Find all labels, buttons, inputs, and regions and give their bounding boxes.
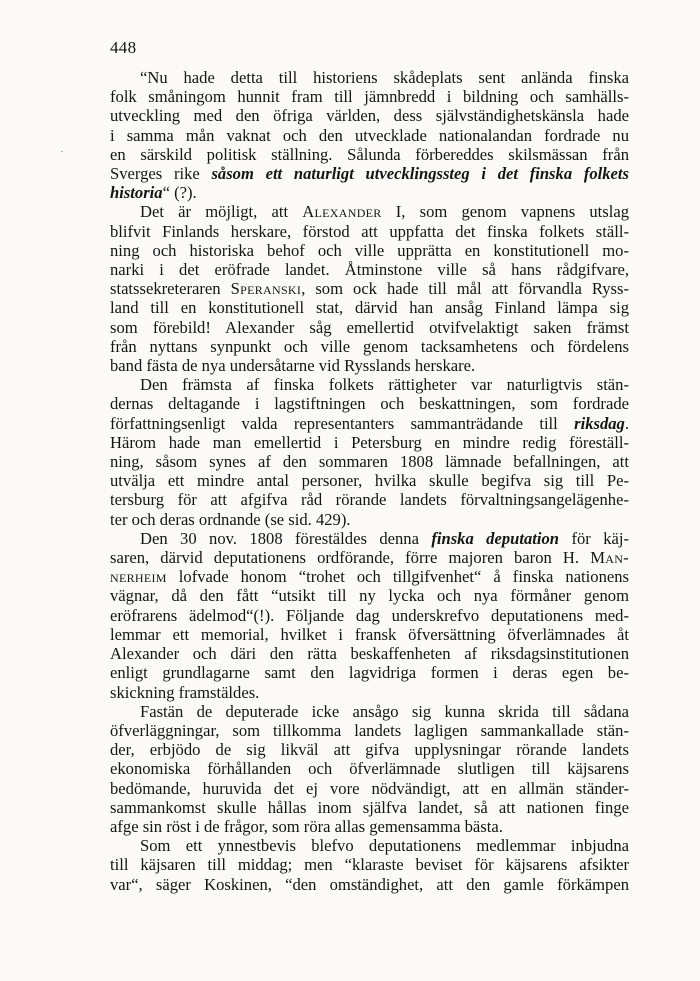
text-line [110, 663, 629, 682]
text-line [110, 452, 629, 471]
text-line [110, 318, 629, 337]
text-run: blifvit Finlands herskare, förstod att uppfatta det finska folkets ställ- [110, 221, 629, 241]
body-text [110, 68, 629, 894]
text-line [110, 606, 629, 625]
text-line [110, 202, 629, 221]
text-line [110, 798, 629, 817]
text-run: som förebild! Alexander såg emellertid otvifvelaktigt saken främst [110, 317, 629, 337]
text-line [110, 586, 629, 605]
text-line [110, 490, 629, 509]
text-run: “Nu hade detta till historiens skådeplats sent anlända finska [140, 68, 629, 87]
text-run: bedömande, huruvida det ej vore nödvändigt, att en allmän ständer- [110, 778, 629, 798]
text-run: skickning framstäldes. [110, 682, 260, 702]
emphasis-text: riksdag [574, 413, 625, 433]
text-run: Den främsta af finska folkets rättigheter var naturligtvis stän- [140, 375, 629, 395]
text-run: utvälja ett mindre antal personer, hvilka skulle begifva sig till Pe- [110, 471, 629, 491]
text-run: Sverges rike [110, 164, 212, 184]
text-run: var“, säger Koskinen, “den omständighet, att den gamle förkämpen [110, 874, 629, 894]
text-run: Fastän de deputerade icke ansågo sig kunna skrida till sådana [140, 701, 629, 721]
text-line [110, 875, 629, 894]
text-line [110, 375, 629, 394]
paragraph [110, 529, 629, 702]
text-run: saren, därvid deputationens ordförande, förre majoren baron H. [110, 548, 591, 568]
text-line [110, 471, 629, 490]
small-caps-name: Speranski [230, 279, 302, 299]
text-line [110, 222, 629, 241]
text-line [110, 356, 629, 375]
text-line [110, 721, 629, 740]
text-line [110, 68, 629, 87]
margin-mark: · [60, 146, 64, 158]
text-line [110, 87, 629, 106]
text-run: ning och historiska behof och ville upprätta en konstitutionell mo- [110, 240, 629, 260]
text-run: Det är möjligt, att [140, 202, 303, 222]
text-line [110, 740, 629, 759]
small-caps-name: Alexander [302, 202, 382, 222]
text-run: Den 30 nov. 1808 förestäldes denna [140, 528, 432, 548]
text-line [110, 241, 629, 260]
text-run: afge sin röst i de frågor, som röra allas gemensamma bästa. [110, 816, 503, 836]
text-run: Som ett ynnestbevis blefvo deputationens medlemmar inbjudna [140, 836, 629, 856]
text-run: tersburg för att afgifva råd rörande landets förvaltningsangelägenhe- [110, 490, 629, 510]
text-line [110, 855, 629, 874]
text-line [110, 817, 629, 836]
text-run: ekonomiska förhållanden och öfverlämnade slutligen till käjsarens [110, 759, 629, 779]
text-line [110, 183, 629, 202]
text-run: lemmar ett memorial, hvilket i fransk öfversättning öfverlämnades åt [110, 624, 629, 644]
text-run: I, som genom vapnens utslag [381, 202, 629, 222]
text-line [110, 510, 629, 529]
text-run: eröfrarens ädelmod“(!). Följande dag underskrefvo deputationens med- [110, 605, 629, 625]
paragraph [110, 702, 629, 836]
text-run: för käj- [559, 528, 629, 548]
text-run: band fästa de nya undersåtarne vid Rysslands herskare. [110, 356, 476, 376]
text-run: ning, såsom synes af den sommaren 1808 lämnade befallningen, att [110, 452, 629, 472]
text-line [110, 567, 629, 586]
text-line [110, 683, 629, 702]
text-line [110, 433, 629, 452]
text-line [110, 145, 629, 164]
text-run: en särskild politisk ställning. Sålunda förbereddes skilsmässan från [110, 144, 629, 164]
paragraph [110, 375, 629, 529]
text-run: . [624, 413, 629, 433]
text-run: ter och deras ordnande (se sid. 429). [110, 509, 351, 529]
text-run: dernas deltagande i lagstiftningen och beskattningen, som fordrade [110, 394, 629, 414]
text-line [110, 394, 629, 413]
text-run: till käjsaren till middag; men “klaraste beviset för käjsarens afsikter [110, 855, 629, 875]
paragraph [110, 202, 629, 375]
text-run: Alexander och däri den rätta beskaffenheten af riksdagsinstitutionen [110, 644, 629, 664]
text-run: narki i det eröfrade landet. Åtminstone ville så hans rådgifvare, [110, 260, 629, 280]
text-run: statssekreteraren [110, 279, 231, 299]
text-run: enligt grundlagarne samt den lagvidriga formen i deras egen be- [110, 663, 629, 683]
text-run: der, erbjödo de sig likväl att gifva upplysningar rörande landets [110, 740, 629, 760]
text-line [110, 126, 629, 145]
text-run: vägnar, då den fått “utsikt till ny lycka och nya förmåner genom [110, 586, 629, 606]
text-line [110, 759, 629, 778]
text-line [110, 702, 629, 721]
text-line [110, 279, 629, 298]
text-line [110, 779, 629, 798]
text-run: lofvade honom “trohet och tillgifvenhet“ å finska nationens [166, 567, 629, 587]
paragraph [110, 836, 629, 894]
text-line [110, 298, 629, 317]
paragraph [110, 68, 629, 202]
text-run: folk småningom hunnit fram till jämnbredd i bildning och samhälls- [110, 87, 629, 107]
text-run: från nyttans synpunkt och ville genom tacksamhetens och fördelens [110, 336, 629, 356]
text-run: öfverläggningar, som tillkomma landets lagligen sammankallade stän- [110, 720, 629, 740]
text-run: , som ock hade till mål att förvandla Ryss- [301, 279, 629, 299]
text-run: Härom hade man emellertid i Petersburg en mindre redig föreställ- [110, 432, 629, 452]
page-number: 448 [110, 38, 137, 57]
emphasis-text: såsom ett naturligt utvecklingssteg i det finska folkets [211, 164, 629, 184]
text-line [110, 337, 629, 356]
emphasis-text: historia [110, 183, 163, 203]
text-line [110, 548, 629, 567]
text-run: utveckling med den öfriga världen, dess självständighetskänsla hade [110, 106, 629, 126]
text-run: land till en konstitutionell stat, därvid han ansåg Finland lämpa sig [110, 298, 629, 318]
text-line [110, 529, 629, 548]
small-caps-name: nerheim [110, 567, 167, 587]
text-run: sammankomst skulle hållas inom själfva landet, så att nationen finge [110, 797, 629, 817]
text-line [110, 414, 629, 433]
text-line [110, 164, 629, 183]
text-line [110, 836, 629, 855]
text-line [110, 106, 629, 125]
text-line [110, 644, 629, 663]
text-run: “ (?). [162, 183, 197, 203]
text-run: i samma mån vaknat och den utvecklade nationalandan fordrade nu [110, 125, 629, 145]
small-caps-name: Man- [590, 548, 629, 568]
emphasis-text: finska deputation [431, 528, 560, 548]
text-run: författningsenligt valda representanters sammanträdande till [110, 413, 575, 433]
text-line [110, 625, 629, 644]
text-line [110, 260, 629, 279]
